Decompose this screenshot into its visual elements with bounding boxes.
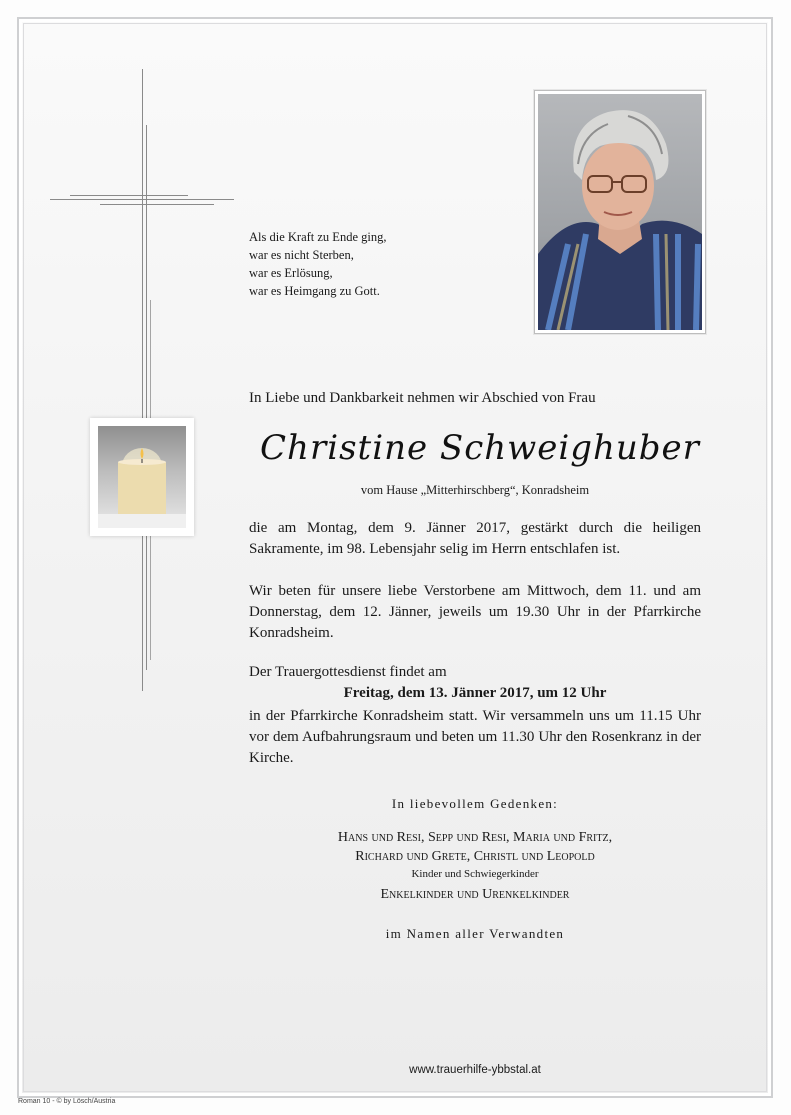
- mourners-children-line2: Richard und Grete, Christl und Leopold: [355, 849, 595, 864]
- service-intro: Der Trauergottesdienst findet am: [249, 664, 447, 680]
- poem: [249, 228, 509, 300]
- prayer-paragraph: Wir beten für unsere liebe Verstorbene am Mittwoch, dem 11. und am Donnerstag, dem 12. Jänner, jeweils um 19.30 Uhr in der Pfarrkirche Konradsheim.: [249, 583, 701, 641]
- footer-credit: Roman 10 - © by Lösch/Austria: [18, 1098, 116, 1105]
- poem-line: Als die Kraft zu Ende ging,: [249, 230, 387, 244]
- origin-text: vom Hause „Mitterhirschberg“, Konradsheim: [360, 483, 590, 497]
- poem-line: war es Erlösung,: [249, 266, 333, 280]
- portrait-photo: [534, 90, 706, 334]
- mourners-heading: In liebevollem Gedenken:: [391, 796, 559, 811]
- portrait-image: [538, 94, 702, 330]
- intro-text: In Liebe und Dankbarkeit nehmen wir Abschied von Frau: [249, 390, 596, 406]
- deceased-name: Christine Schweighuber: [260, 428, 700, 468]
- candle-icon: [98, 426, 186, 528]
- closing-text: im Namen aller Verwandten: [385, 926, 565, 941]
- mourners-children-caption: Kinder und Schwiegerkinder: [411, 868, 539, 880]
- death-paragraph: die am Montag, dem 9. Jänner 2017, gestärkt durch die heiligen Sakramente, im 98. Lebensjahr selig im Herrn entschlafen ist.: [249, 520, 701, 557]
- service-paragraph: in der Pfarrkirche Konradsheim statt. Wir versammeln uns um 11.15 Uhr vor dem Aufbahrungsraum und beten um 11.30 Uhr den Rosenkranz in der Kirche.: [249, 708, 701, 766]
- mourners-grandchildren: Enkelkinder und Urenkelkinder: [380, 887, 570, 902]
- candle-image: [90, 418, 194, 536]
- mourners-children-line1: Hans und Resi, Sepp und Resi, Maria und Fritz,: [337, 830, 613, 845]
- poem-line: war es Heimgang zu Gott.: [249, 284, 380, 298]
- poem-line: war es nicht Sterben,: [249, 248, 354, 262]
- service-date: Freitag, dem 13. Jänner 2017, um 12 Uhr: [343, 685, 607, 701]
- website-link[interactable]: www.trauerhilfe-ybbstal.at: [409, 1064, 541, 1076]
